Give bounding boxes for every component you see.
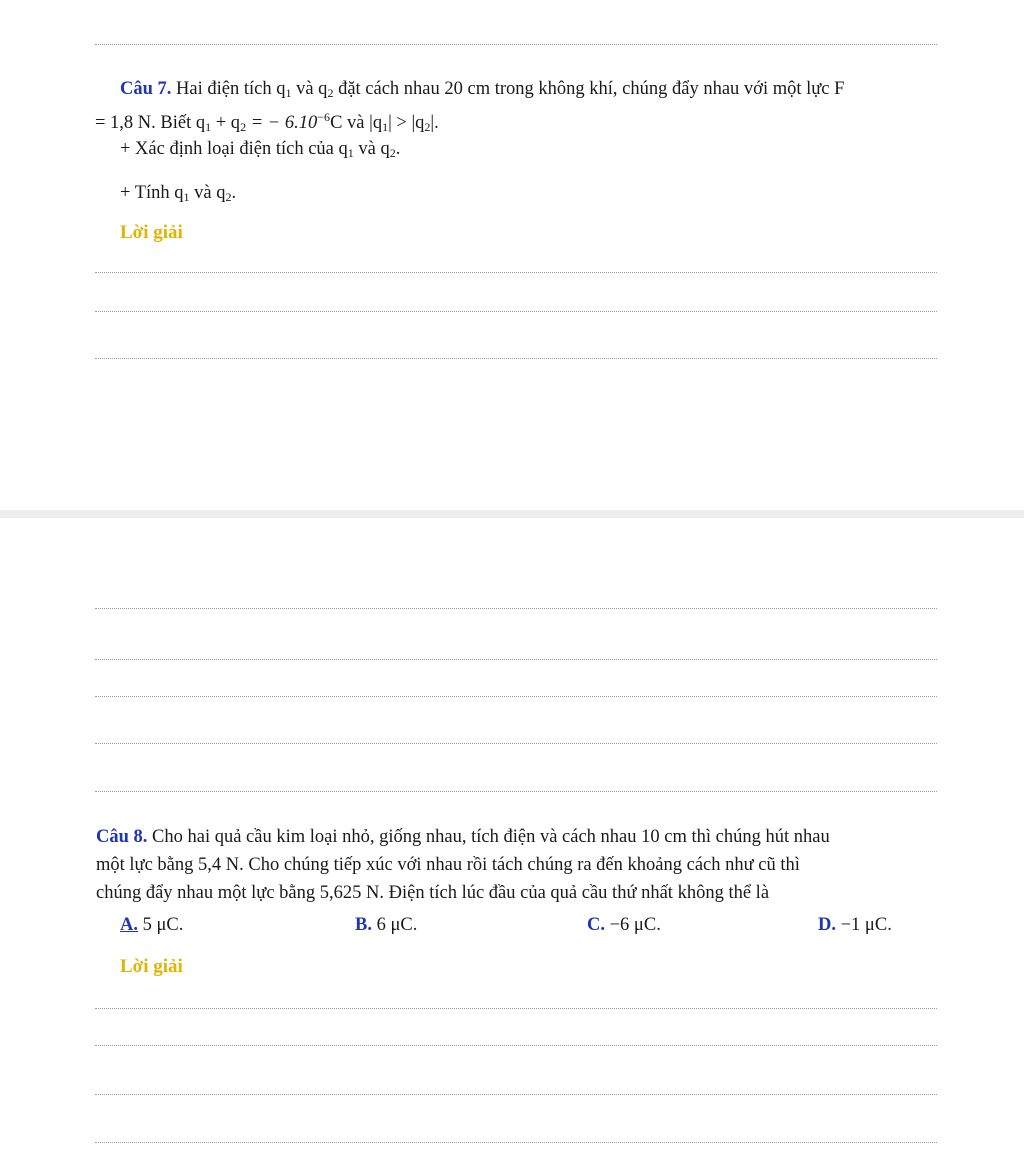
page-top — [0, 0, 1024, 510]
page-separator — [0, 510, 1024, 518]
dotted-line — [95, 659, 937, 660]
q8-option-b[interactable]: B. 6 μC. — [355, 915, 418, 935]
q8-line-1: Câu 8. Cho hai quả cầu kim loại nhỏ, giống nhau, tích điện và cách nhau 10 cm thì chúng hút nhau — [96, 827, 830, 847]
q7-part-1: + Xác định loại điện tích của $q_1$ và $q_2$. — [120, 139, 401, 160]
dotted-line — [95, 743, 937, 744]
q8-option-d[interactable]: D. −1 μC. — [818, 915, 892, 935]
q8-line-3: chúng đẩy nhau một lực bằng 5,625 N. Điện tích lúc đầu của quả cầu thứ nhất không thể là — [96, 883, 770, 903]
q8-solution-heading: Lời giải — [120, 956, 183, 977]
dotted-line — [95, 44, 937, 45]
q8-label: Câu 8. — [96, 827, 148, 847]
dotted-line — [95, 1094, 937, 1095]
q8-line-2: một lực bằng 5,4 N. Cho chúng tiếp xúc với nhau rồi tách chúng ra đến khoảng cách như cũ thì — [96, 855, 800, 875]
page-bottom — [0, 518, 1024, 1166]
q7-part-2: + Tính $q_1$ và $q_2$. — [120, 183, 237, 204]
q7-line-2: = 1,8 N. Biết $q_1 + q_2$ = − $6.10^{-6}C$ và $|q_1| > |q_2|$. — [95, 110, 439, 134]
q7-line-1: Câu 7. Hai điện tích $q_1$ và $q_2$ đặt cách nhau 20 cm trong không khí, chúng đẩy nhau với một lực F — [120, 79, 845, 100]
dotted-line — [95, 608, 937, 609]
q7-solution-heading: Lời giải — [120, 222, 183, 243]
dotted-line — [95, 358, 937, 359]
dotted-line — [95, 1045, 937, 1046]
dotted-line — [95, 1008, 937, 1009]
dotted-line — [95, 791, 937, 792]
dotted-line — [95, 1142, 937, 1143]
q8-option-a[interactable]: A. 5 μC. — [120, 915, 184, 935]
q8-option-c[interactable]: C. −6 μC. — [587, 915, 661, 935]
q7-label: Câu 7. — [120, 79, 172, 99]
dotted-line — [95, 272, 937, 273]
dotted-line — [95, 696, 937, 697]
dotted-line — [95, 311, 937, 312]
